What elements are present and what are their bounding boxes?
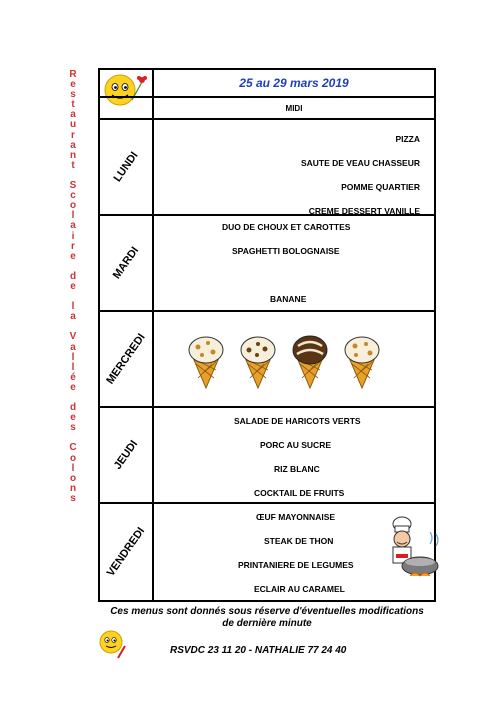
side-title-letter: C [69,442,77,454]
menu-item: PRINTANIERE DE LEGUMES [238,560,354,570]
day-row-vendredi [100,504,434,600]
menu-item: DUO DE CHOUX ET CAROTTES [222,222,351,232]
side-title-letter: e [70,381,76,393]
menu-item: PORC AU SUCRE [260,440,331,450]
menu-item: BANANE [270,294,307,304]
side-title-letter: s [70,89,76,101]
side-title-letter: d [69,270,77,282]
side-title-letter: u [69,119,77,131]
menu-table [98,68,436,602]
side-title-letter: l [71,462,75,474]
side-title-letter: s [70,422,76,434]
day-row-jeudi [100,408,434,504]
side-title-letter: t [71,159,75,171]
disclaimer-line: Ces menus sont donnés sous réserve d'éventuelles modifications [110,606,424,617]
menu-item: COCKTAIL DE FRUITS [254,488,345,498]
side-title-letter: V [69,331,77,343]
menu-item: CREME DESSERT VANILLE [308,206,420,216]
side-title-letter: a [70,139,76,151]
side-title-letter: o [69,452,77,464]
side-title-letter: a [70,311,76,323]
side-title-letter: l [71,210,75,222]
contact-info: RSVDC 23 11 20 - NATHALIE 77 24 40 [170,645,347,656]
menu-item: STEAK DE THON [264,536,334,546]
side-title-letter: i [71,230,75,242]
day-row-mercredi [100,312,434,408]
menu-item: PIZZA [395,134,420,144]
side-title-letter: e [70,79,76,91]
side-title-letter: l [71,351,75,363]
ice-cream-images [152,312,434,406]
menu-item: SALADE DE HARICOTS VERTS [234,416,361,426]
side-title-letter: e [70,250,76,262]
ice-cream-cone-icon [342,332,382,390]
side-title-letter: é [70,371,76,383]
side-title-letter: o [69,200,77,212]
side-title-letter: t [71,99,75,111]
side-title-letter: a [70,220,76,232]
day-name: JEUDI [111,438,141,472]
side-title-letter: l [71,301,75,313]
menu-item: ECLAIR AU CARAMEL [254,584,345,594]
side-title-letter: o [69,472,77,484]
disclaimer [98,606,436,630]
side-title [66,70,80,640]
side-title-letter: e [70,280,76,292]
menu-item: RIZ BLANC [274,464,320,474]
ice-cream-cone-icon [290,332,330,390]
menu-item: POMME QUARTIER [341,182,420,192]
side-title-letter: e [70,412,76,424]
disclaimer-line: de dernière minute [222,618,312,629]
side-title-letter: R [69,69,77,80]
menu-item: SPAGHETTI BOLOGNAISE [232,246,340,256]
side-title-letter: n [69,482,77,494]
side-title-letter: c [70,190,76,202]
side-title-letter: s [70,492,76,504]
day-row-mardi [100,216,434,312]
side-title-letter: a [70,341,76,353]
smiley-writing-icon [98,628,128,662]
side-title-letter: d [69,402,77,414]
day-name: LUNDI [111,149,141,185]
meal-label: MIDI [152,98,434,118]
side-title-letter: a [70,109,76,121]
day-row-lundi [100,120,434,216]
day-name: MERCREDI [104,331,148,387]
side-title-letter: r [71,240,75,252]
ice-cream-cone-icon [186,332,226,390]
side-title-letter: S [69,180,77,192]
chef-cooking-icon [380,514,444,584]
day-name: VENDREDI [104,525,148,579]
menu-item: SAUTE DE VEAU CHASSEUR [300,158,420,168]
side-title-letter: l [71,361,75,373]
ice-cream-cone-icon [238,332,278,390]
side-title-letter: n [69,149,77,161]
date-range: 25 au 29 mars 2019 [152,70,434,96]
side-title-letter: r [71,129,75,141]
menu-item: ŒUF MAYONNAISE [256,512,336,522]
day-name: MARDI [110,244,142,282]
